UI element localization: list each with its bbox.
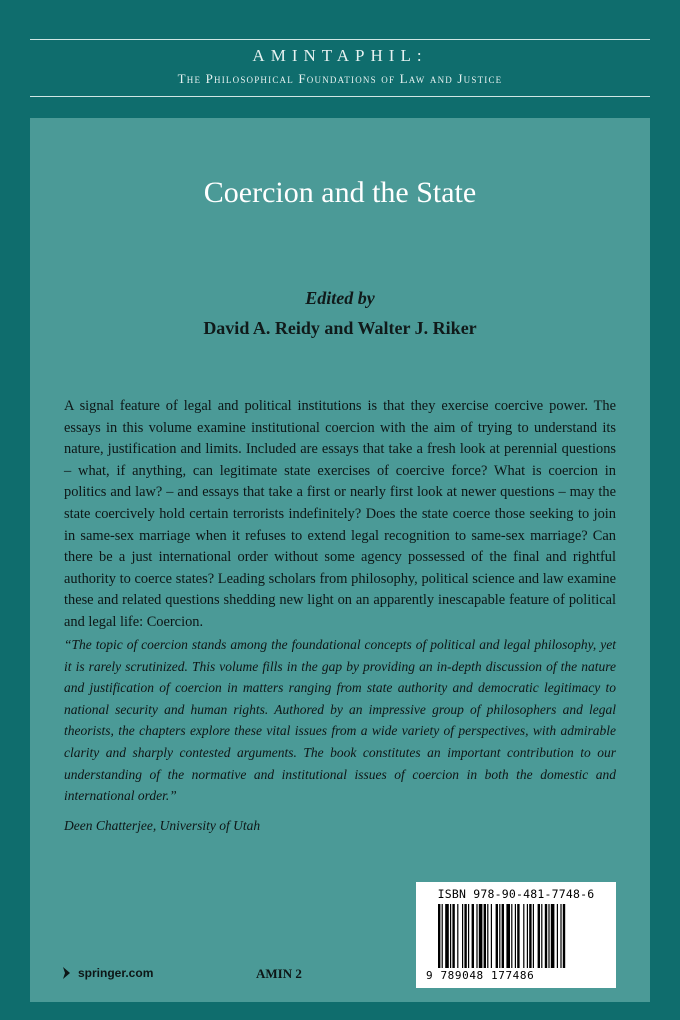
barcode-bar bbox=[506, 904, 510, 968]
barcode-bar bbox=[523, 904, 524, 968]
barcode-bar bbox=[557, 904, 558, 968]
barcode-bar bbox=[551, 904, 555, 968]
chevron-right-icon bbox=[62, 966, 72, 980]
barcode-bar bbox=[541, 904, 542, 968]
barcode-bar bbox=[529, 904, 531, 968]
series-subtitle: The Philosophical Foundations of Law and Justice bbox=[177, 71, 503, 86]
barcode-bar bbox=[538, 904, 540, 968]
barcode-bar bbox=[450, 904, 451, 968]
barcode-bar bbox=[487, 904, 488, 968]
isbn-label: ISBN 978-90-481-7748-6 bbox=[437, 887, 595, 901]
barcode-bar bbox=[517, 904, 519, 968]
barcode-bar bbox=[548, 904, 549, 968]
isbn-barcode bbox=[416, 882, 616, 988]
series-title: AMINTAPHIL: bbox=[252, 46, 428, 65]
barcode-bar bbox=[502, 904, 504, 968]
endorsement-quote: “The topic of coercion stands among the foundational concepts of political and legal philosophy, yet it is rarely scrutinized. This volume fills in the gap by providing an in-depth discussion of the nature and justification of coercion in matters ranging from state authority and democratic legitimacy to national security and human rights. Authored by an impressive group of philosophers and legal theorists, the chapters explore these vital issues from a wide variety of perspectives, with admirable clarity and sharply contested arguments. The book constitutes an important contribution to our understanding of the normative and institutional issues of coercion in both the domestic and international order.” bbox=[64, 637, 616, 804]
publisher-site: springer.com bbox=[78, 966, 154, 980]
barcode-bar bbox=[472, 904, 474, 968]
barcode-bar bbox=[462, 904, 463, 968]
barcode-bar bbox=[457, 904, 458, 968]
book-title: Coercion and the State bbox=[203, 176, 477, 209]
barcode-bar bbox=[511, 904, 512, 968]
barcode-bar bbox=[468, 904, 469, 968]
publisher-link[interactable] bbox=[62, 966, 153, 980]
barcode-bar bbox=[499, 904, 500, 968]
barcode-bar bbox=[476, 904, 477, 968]
barcode-bar bbox=[545, 904, 547, 968]
barcode-bar bbox=[438, 904, 440, 968]
barcode-bar bbox=[515, 904, 516, 968]
barcode-bar bbox=[527, 904, 528, 968]
barcode-bar bbox=[484, 904, 486, 968]
editors: David A. Reidy and Walter J. Riker bbox=[203, 318, 477, 338]
barcode-bar bbox=[452, 904, 454, 968]
barcode-digits: 9 789048 177486 bbox=[426, 969, 535, 982]
top-rule bbox=[30, 39, 650, 40]
barcode-bar bbox=[491, 904, 492, 968]
barcode-bar bbox=[464, 904, 466, 968]
book-description: A signal feature of legal and political institutions is that they exercise coercive power. The essays in this volume examine institutional coercion with the aim of trying to understand its nature, justification and limits. Included are essays that take a fresh look at perennial questions – what, if anything, can legitimate state exercises of coercive force? What is coercion in politics and law? – and essays that take a first or nearly first look at newer questions – may the state coercively hold certain terrorists indefinitely? Does the state coerce those seeking to join in same-sex marriage when it refuses to extend legal recognition to same-sex marriage? Can there be a just international order without some agency possessed of the final and rightful authority to coerce states? Leading scholars from philosophy, political science and law examine these and related questions shedding new light on an apparently inescapable feature of political and legal life: Coercion. bbox=[64, 398, 616, 630]
barcode-bar bbox=[442, 904, 443, 968]
barcode-bar bbox=[479, 904, 483, 968]
edited-by-label: Edited by bbox=[305, 288, 375, 308]
barcode-bar bbox=[496, 904, 498, 968]
bottom-rule bbox=[30, 96, 650, 97]
series-code: AMIN 2 bbox=[256, 966, 302, 981]
barcode-bar bbox=[560, 904, 561, 968]
barcode-bars bbox=[438, 904, 598, 968]
barcode-bar bbox=[563, 904, 565, 968]
barcode-bar bbox=[445, 904, 449, 968]
series-band bbox=[0, 0, 680, 118]
quote-attribution: Deen Chatterjee, University of Utah bbox=[64, 818, 261, 833]
barcode-bar bbox=[533, 904, 534, 968]
